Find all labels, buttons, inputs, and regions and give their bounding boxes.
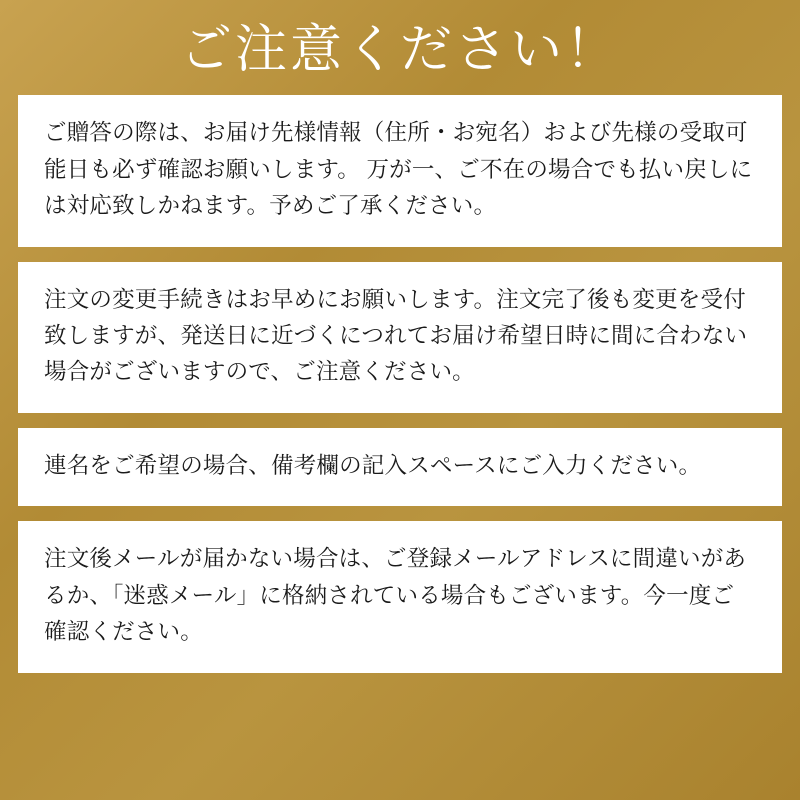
list-item <box>18 521 782 672</box>
list-item <box>18 262 782 413</box>
list-item <box>18 95 782 246</box>
notice-text: 注文の変更手続きはお早めにお願いします。注文完了後も変更を受付致しますが、発送日に近づくにつれてお届け希望日時に間に合わない場合がございますので、ご注意ください。 <box>44 286 748 385</box>
page-title: ご注意ください！ <box>179 21 620 79</box>
notice-text: ご贈答の際は、お届け先様情報（住所・お宛名）および先様の受取可能日も必ず確認お願いします。 万が一、ご不在の場合でも払い戻しには対応致しかねます。予めご了承ください。 <box>44 120 753 219</box>
notice-text: 注文後メールが届かない場合は、ご登録メールアドレスに間違いがあるか、「迷惑メール」に格納されている場合もございます。今一度ご確認ください。 <box>44 546 747 645</box>
notice-text: 連名をご希望の場合、備考欄の記入スペースにご入力ください。 <box>44 452 702 478</box>
notice-list <box>18 95 782 672</box>
list-item <box>18 428 782 506</box>
